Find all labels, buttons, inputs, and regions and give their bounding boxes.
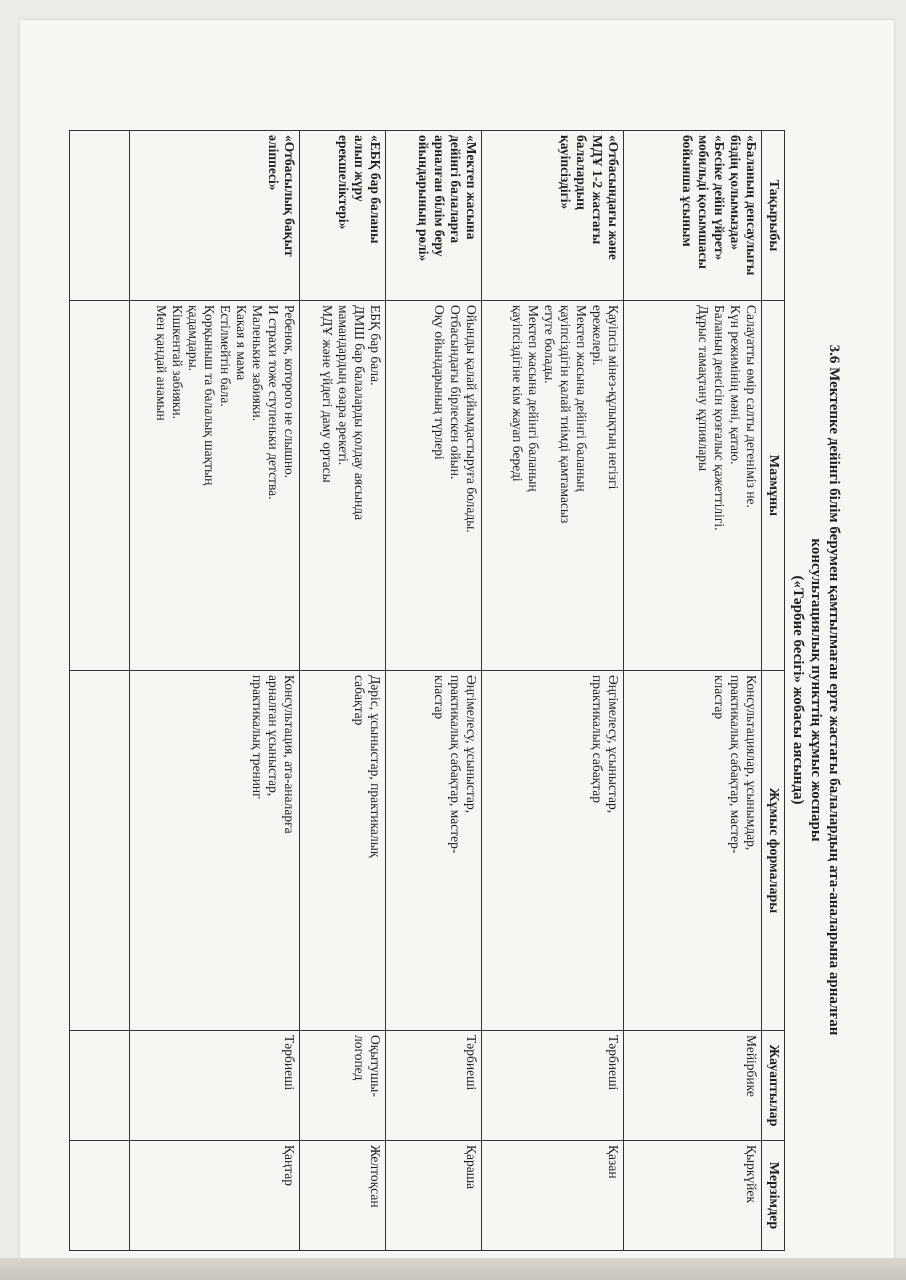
table-row bbox=[300, 131, 386, 1251]
content-cell-line: Отбасындағы бірлескен ойын. bbox=[448, 305, 463, 480]
header-deadline: Мерзімдер bbox=[762, 1141, 785, 1251]
topic-cell-line: «Бесіке дейін үйрет» bbox=[712, 135, 727, 261]
content-cell-line: Мен қандай анамын bbox=[154, 305, 169, 421]
topic-cell-line: балалардың bbox=[574, 135, 589, 210]
rotated-page bbox=[63, 130, 843, 1250]
document-title bbox=[789, 130, 843, 1250]
content-cell-line: ЕБҚ бар бала. bbox=[368, 305, 383, 386]
content-cell-line: Оқу ойындарының түрлері bbox=[432, 305, 447, 460]
forms-cell-line: арналған ұсыныстар, bbox=[266, 675, 281, 797]
forms-cell-line: Әңгімелесу, ұсыныстар, bbox=[606, 675, 621, 814]
deadline-cell: Қыркүйек bbox=[624, 1141, 762, 1251]
responsible-cell: Тәрбиеші bbox=[130, 1031, 300, 1141]
content-cell-line: Ойынды қалай ұйымдастыруға болады. bbox=[464, 305, 479, 533]
content-cell-line: Баланың денсісін қозғалыс қажеттілігі. bbox=[712, 305, 727, 531]
forms-cell-line: сабақтар bbox=[352, 675, 367, 726]
content-cell-line: қауіпсіздігін қалай тиімді қамтамасыз bbox=[558, 305, 573, 524]
empty-cell bbox=[70, 671, 130, 1031]
content-cell-line: Салауатты өмір салты дегеніміз не. bbox=[744, 305, 759, 508]
header-topic: Тақырыбы bbox=[762, 131, 785, 301]
topic-cell-line: МДҰ 1-2 жастағы bbox=[590, 135, 605, 245]
topic-cell-line: қауіпсіздігі» bbox=[558, 135, 573, 210]
content-cell-line: Дұрыс тамақтану құпиялары bbox=[696, 305, 711, 472]
paper-edge bbox=[0, 1258, 906, 1280]
responsible-cell: Тәрбиеші bbox=[386, 1031, 482, 1141]
topic-cell bbox=[624, 131, 762, 301]
forms-cell-line: практикалық сабақтар, мастер- bbox=[448, 675, 463, 854]
topic-cell-line: арналған білім беру bbox=[432, 135, 447, 257]
content-cell-line: Естілмейтін бала. bbox=[218, 305, 233, 407]
empty-cell bbox=[70, 1031, 130, 1141]
forms-cell-line: кластар bbox=[712, 675, 727, 720]
topic-cell-line: алып жүру bbox=[352, 135, 367, 202]
content-cell bbox=[624, 301, 762, 671]
content-cell bbox=[482, 301, 624, 671]
content-cell-line: ережелері. bbox=[590, 305, 605, 366]
table-row bbox=[624, 131, 762, 1251]
topic-cell-line: ойындарының рөлі» bbox=[416, 135, 431, 262]
forms-cell-line: кластар bbox=[432, 675, 447, 720]
forms-cell bbox=[624, 671, 762, 1031]
content-cell-line: Маленькие забияки. bbox=[250, 305, 265, 422]
topic-cell-line: әліппесі» bbox=[266, 135, 281, 191]
content-cell bbox=[300, 301, 386, 671]
topic-cell-line: біздің қолымызда» bbox=[728, 135, 743, 251]
content-cell-line: Күн режимінің мәні, қатаю. bbox=[728, 305, 743, 465]
table-row bbox=[130, 131, 300, 1251]
content-cell-line: ДМШ бар балаларды қолдау аясында bbox=[352, 305, 367, 521]
topic-cell bbox=[482, 131, 624, 301]
content-cell bbox=[386, 301, 482, 671]
title-line-2: консультациялық пункттің жұмыс жоспары bbox=[808, 538, 824, 842]
forms-cell bbox=[482, 671, 624, 1031]
content-cell-line: Ребенок, которого не слышно. bbox=[282, 305, 297, 479]
topic-cell bbox=[300, 131, 386, 301]
content-cell-line: мамандардың өзара әрекеті. bbox=[336, 305, 351, 466]
content-cell-line: Какая я мама bbox=[234, 305, 249, 381]
table-row bbox=[482, 131, 624, 1251]
work-plan-table bbox=[69, 130, 785, 1251]
topic-cell-line: дейінгі балаларға bbox=[448, 135, 463, 244]
content-cell-line: қадамдары. bbox=[186, 305, 201, 372]
topic-cell-line: ерекшеліктері» bbox=[336, 135, 351, 230]
content-cell-line: Мектеп жасына дейінгі баланың bbox=[574, 305, 589, 492]
empty-cell bbox=[70, 301, 130, 671]
title-line-3: («Тәрбие бесігі» жобасы аясында) bbox=[790, 575, 806, 805]
topic-cell-line: бойынша ұсыным bbox=[680, 135, 695, 247]
forms-cell bbox=[130, 671, 300, 1031]
forms-cell bbox=[386, 671, 482, 1031]
content-cell-line: МДҰ және үйдегі даму ортасы bbox=[320, 305, 335, 483]
empty-cell bbox=[70, 1141, 130, 1251]
content-cell-line: Мектеп жасына дейінгі баланың bbox=[526, 305, 541, 492]
content-cell-line: Қорқыныш та балалық шақтың bbox=[202, 305, 217, 486]
topic-cell-line: «Отбасылық бақыт bbox=[282, 135, 297, 257]
topic-cell-line: мобильді қосымшасы bbox=[696, 135, 711, 269]
content-cell-line: етуге болады. bbox=[542, 305, 557, 384]
content-cell-line: Қауіпсіз мінез-құлықтың негізгі bbox=[606, 305, 621, 490]
forms-cell-line: практикалық тренинг bbox=[250, 675, 265, 799]
content-cell bbox=[130, 301, 300, 671]
responsible-cell: Тәрбиеші bbox=[482, 1031, 624, 1141]
topic-cell-line: «ЕБҚ бар баланы bbox=[368, 135, 383, 244]
forms-cell-line: Консультация, ата-аналарға bbox=[282, 675, 297, 834]
deadline-cell: Желтоқсан bbox=[300, 1141, 386, 1251]
title-line-1: 3.6 Мектепке дейінгі білім берумен қамтылмаған ерте жастағы балалардың ата-аналарына арналған bbox=[826, 344, 842, 1036]
forms-cell-line: Консультациялар, ұсынымдар, bbox=[744, 675, 759, 851]
header-forms: Жұмыс формалары bbox=[762, 671, 785, 1031]
header-content: Мазмұны bbox=[762, 301, 785, 671]
responsible-cell: Оқытушы-логопед bbox=[300, 1031, 386, 1141]
deadline-cell: Қазан bbox=[482, 1141, 624, 1251]
forms-cell-line: Дәріс, ұсыныстар, практикалық bbox=[368, 675, 383, 858]
topic-cell-line: «Баланың денсаулығы bbox=[744, 135, 759, 276]
content-cell-line: қауіпсіздігіне кім жауап береді bbox=[510, 305, 525, 482]
responsible-cell: Мейірбике bbox=[624, 1031, 762, 1141]
forms-cell-line: практикалық сабақтар bbox=[590, 675, 605, 804]
content-cell-line: Кішкентай забияки. bbox=[170, 305, 185, 420]
deadline-cell: Қараша bbox=[386, 1141, 482, 1251]
forms-cell-line: практикалық сабақтар, мастер- bbox=[728, 675, 743, 854]
empty-cell bbox=[70, 131, 130, 301]
topic-cell bbox=[386, 131, 482, 301]
table-row-empty bbox=[70, 131, 130, 1251]
deadline-cell: Қаңтар bbox=[130, 1141, 300, 1251]
forms-cell bbox=[300, 671, 386, 1031]
table-row bbox=[386, 131, 482, 1251]
topic-cell bbox=[130, 131, 300, 301]
topic-cell-line: «Мектеп жасына bbox=[464, 135, 479, 240]
topic-cell-line: «Отбасындағы және bbox=[606, 135, 621, 260]
content-cell-line: И страхи тоже ступеньки детства. bbox=[266, 305, 281, 500]
forms-cell-line: Әңгімелесу, ұсыныстар, bbox=[464, 675, 479, 814]
table-header-row bbox=[762, 131, 785, 1251]
header-responsible: Жауаптылар bbox=[762, 1031, 785, 1141]
